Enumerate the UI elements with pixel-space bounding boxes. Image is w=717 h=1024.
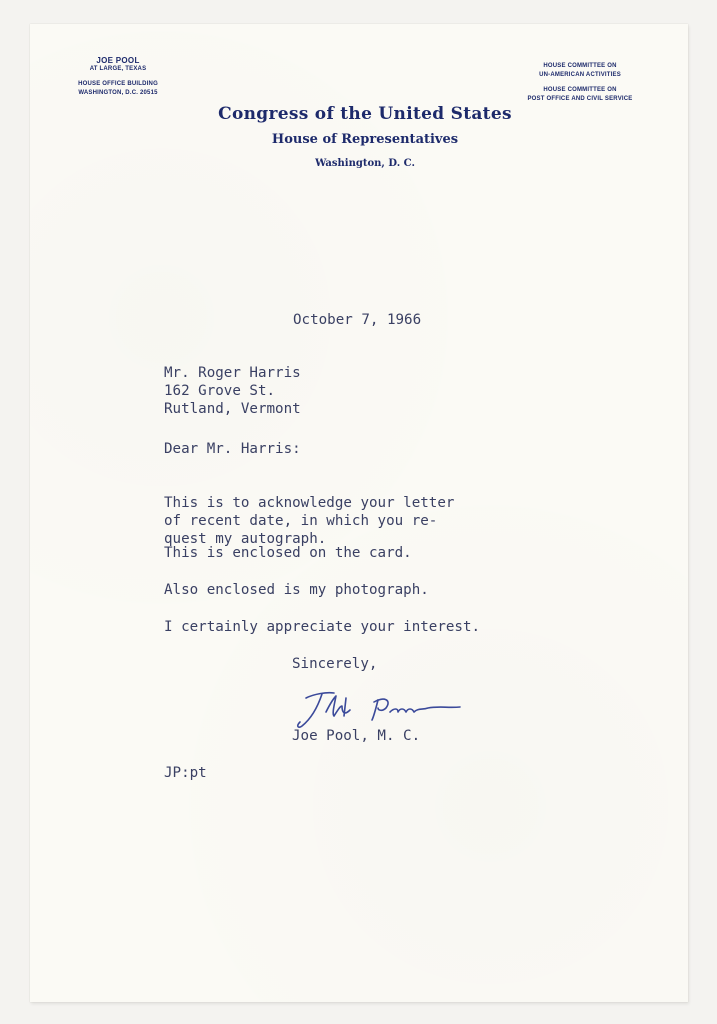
committee-2-line-2: POST OFFICE AND CIVIL SERVICE (527, 96, 633, 102)
paragraph-1-line-1: This is to acknowledge your letter (164, 495, 455, 511)
paragraph-3: Also enclosed is my photograph. (164, 582, 429, 598)
committee-1-line-2: UN-AMERICAN ACTIVITIES (539, 72, 621, 78)
letter-date: October 7, 1966 (293, 312, 422, 328)
letterhead-left-block (68, 56, 168, 98)
paragraph-1-line-3: quest my autograph. (164, 531, 327, 547)
member-name: JOE POOL (96, 56, 140, 65)
recipient-address (164, 364, 301, 418)
office-line-2: WASHINGTON, D.C. 20515 (78, 90, 158, 96)
letter-page (30, 24, 688, 1002)
handwritten-signature (292, 684, 482, 732)
office-line-1: HOUSE OFFICE BUILDING (78, 81, 158, 87)
paragraph-1 (164, 494, 454, 548)
paragraph-2: This is enclosed on the card. (164, 545, 412, 561)
masthead-congress: Congress of the United States (218, 104, 512, 124)
recipient-street: 162 Grove St. (164, 383, 276, 399)
recipient-city: Rutland, Vermont (164, 401, 301, 417)
recipient-name: Mr. Roger Harris (164, 365, 301, 381)
member-district: AT LARGE, TEXAS (89, 66, 147, 72)
masthead-city: Washington, D. C. (315, 158, 415, 169)
committee-2-line-1: HOUSE COMMITTEE ON (543, 87, 617, 93)
paragraph-4: I certainly appreciate your interest. (164, 619, 481, 635)
typist-initials: JP:pt (164, 765, 207, 781)
masthead-house: House of Representatives (271, 132, 459, 147)
paragraph-1-line-2: of recent date, in which you re- (164, 513, 438, 529)
salutation: Dear Mr. Harris: (164, 441, 301, 457)
closing: Sincerely, (292, 656, 378, 672)
committee-1-line-1: HOUSE COMMITTEE ON (543, 63, 617, 69)
signature-name: Joe Pool, M. C. (292, 728, 421, 744)
letterhead-right-block (510, 62, 650, 104)
